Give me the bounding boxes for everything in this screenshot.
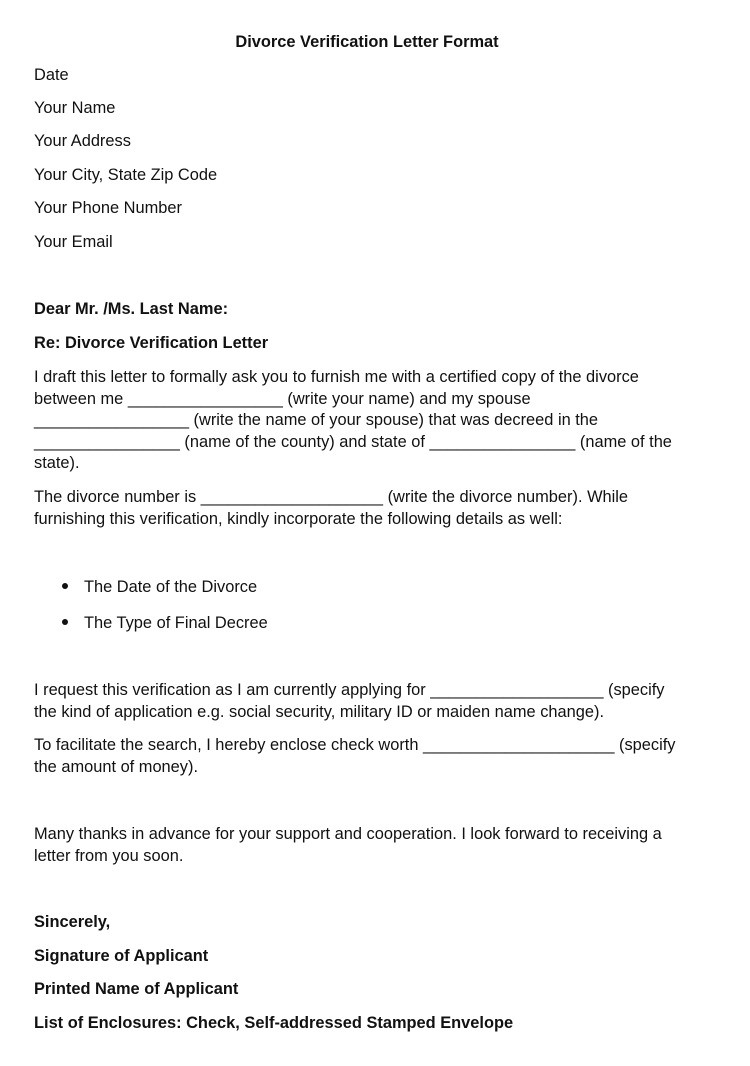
- list-item-label: The Type of Final Decree: [84, 614, 268, 632]
- closing-enclosures: List of Enclosures: Check, Self-addressed Stamped Envelope: [34, 1014, 514, 1032]
- paragraph-line: the kind of application e.g. social security, military ID or maiden name change).: [34, 702, 604, 721]
- sender-name: Your Name: [34, 99, 116, 117]
- list-item: [62, 613, 268, 635]
- list-item: [62, 577, 257, 599]
- closing-sincerely: Sincerely,: [34, 913, 111, 931]
- paragraph-thanks: [34, 824, 702, 867]
- subject-line: Re: Divorce Verification Letter: [34, 334, 269, 352]
- paragraph-line: I request this verification as I am currently applying for ___________________ (specify: [34, 681, 665, 699]
- paragraph-line: ________________ (name of the county) and state of ________________ (name of the: [34, 432, 672, 451]
- paragraph-line: To facilitate the search, I hereby enclose check worth _____________________ (specify: [34, 736, 676, 754]
- paragraph-check: [34, 735, 702, 778]
- closing-printed-name: Printed Name of Applicant: [34, 980, 239, 998]
- page-title: Divorce Verification Letter Format: [235, 33, 499, 51]
- paragraph-line: between me _________________ (write your name) and my spouse: [34, 389, 531, 408]
- paragraph-line: letter from you soon.: [34, 846, 184, 865]
- paragraph-line: Many thanks in advance for your support and cooperation. I look forward to receiving a: [34, 825, 662, 843]
- sender-date: Date: [34, 66, 69, 84]
- paragraph-line: I draft this letter to formally ask you to furnish me with a certified copy of the divorce: [34, 368, 639, 386]
- paragraph-line: The divorce number is ____________________ (write the divorce number). While: [34, 488, 629, 506]
- paragraph-divorce-number: [34, 487, 702, 530]
- sender-phone: Your Phone Number: [34, 199, 182, 217]
- paragraph-line: state).: [34, 454, 80, 472]
- bullet-icon: [62, 583, 68, 589]
- sender-address: Your Address: [34, 132, 131, 150]
- paragraph-request: [34, 367, 702, 475]
- sender-email: Your Email: [34, 233, 113, 251]
- sender-city-state-zip: Your City, State Zip Code: [34, 166, 218, 184]
- bullet-icon: [62, 619, 68, 625]
- paragraph-line: _________________ (write the name of your spouse) that was decreed in the: [34, 411, 599, 429]
- paragraph-line: the amount of money).: [34, 757, 198, 776]
- salutation: Dear Mr. /Ms. Last Name:: [34, 300, 229, 318]
- list-item-label: The Date of the Divorce: [84, 578, 258, 596]
- closing-signature: Signature of Applicant: [34, 947, 209, 965]
- paragraph-application: [34, 680, 702, 723]
- paragraph-line: furnishing this verification, kindly incorporate the following details as well:: [34, 509, 563, 528]
